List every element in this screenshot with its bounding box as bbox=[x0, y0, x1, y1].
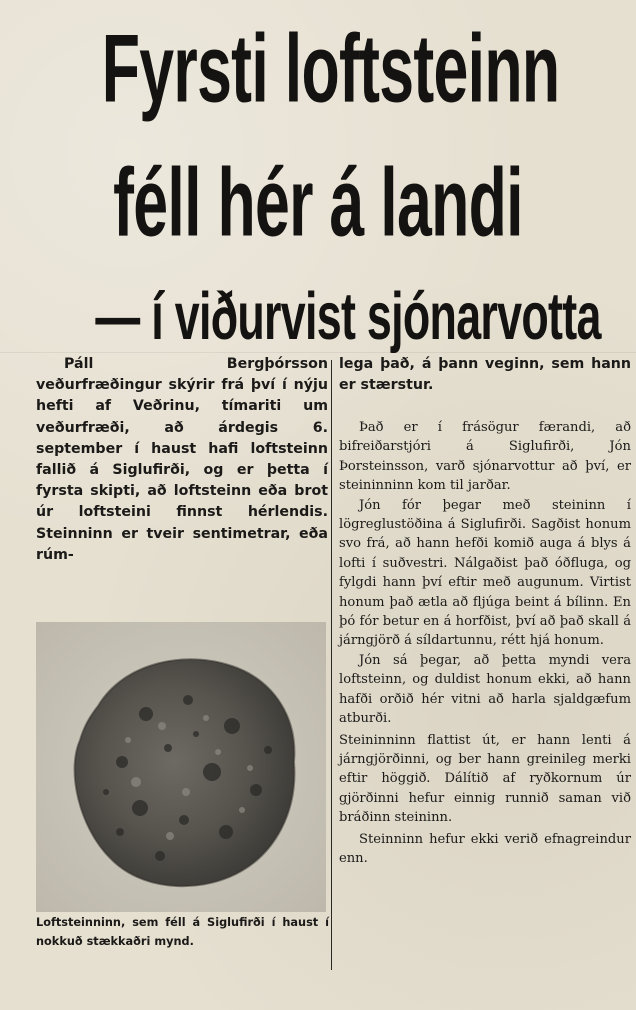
body-paragraph-5: Steinninn hefur ekki verið efnagreindur enn. bbox=[339, 831, 631, 866]
body-paragraph-2: Jón fór þegar með steininn í lögreglustöðina á Siglufirði. Sagðist honum svo frá, að hann hefði komið auga á blys á lofti í suðvestri. Nálgaðist það óðfluga, og fylgdi hann því eftir með augunum. Virtist honum það ætla að fljúga beint á bílinn. En þó fór betur en á horfðist, því að það skall á járngjörð á síldartunnu, rétt hjá honum. bbox=[339, 497, 631, 649]
lead-paragraph-right: lega það, á þann veginn, sem hann er stærstur. bbox=[339, 356, 631, 394]
headline-line-2: féll hér á landi bbox=[113, 149, 523, 257]
photo-caption: Loftsteinninn, sem féll á Siglufirði í haust í nokkuð stækkaðri mynd. bbox=[36, 916, 329, 948]
meteorite-image bbox=[36, 622, 326, 912]
lead-paragraph-left: Páll Bergþórsson veðurfræðingur skýrir frá því í nýju hefti af Veðrinu, tímariti um veðurfræði, að árdegis 6. september í haust hafi loftsteinn fallið á Siglufirði, og er þetta í fyrsta skipti, að loftsteinn eða brot úr loftsteini finnst hérlendis. Steinninn er tveir sentimetrar, eða rúm- bbox=[36, 356, 328, 563]
article-body bbox=[339, 418, 631, 868]
column-divider bbox=[331, 360, 332, 970]
body-paragraph-3: Jón sá þegar, að þetta myndi vera loftsteinn, og duldist honum ekki, að hann hafði orðið hér vitni að harla sjaldgæfum atburði. bbox=[339, 652, 631, 727]
body-paragraph-1: Það er í frásögur færandi, að bifreiðarstjóri á Siglufirði, Jón Þorsteinsson, varð sjónarvottur að því, er steininninn kom til jarðar. bbox=[339, 420, 631, 494]
body-paragraph-4: Steininninn flattist út, er hann lenti á járngjörðinni, og ber hann greinileg merki eftir höggið. Dálítið af ryðkornum úr gjörðinni hefur einnig runnið saman við bráðinn steininn. bbox=[339, 732, 631, 826]
meteorite-photo bbox=[36, 622, 326, 912]
subheadline: — í viðurvist sjónarvotta bbox=[95, 278, 601, 354]
headline-line-1: Fyrsti loftsteinn bbox=[101, 15, 560, 123]
